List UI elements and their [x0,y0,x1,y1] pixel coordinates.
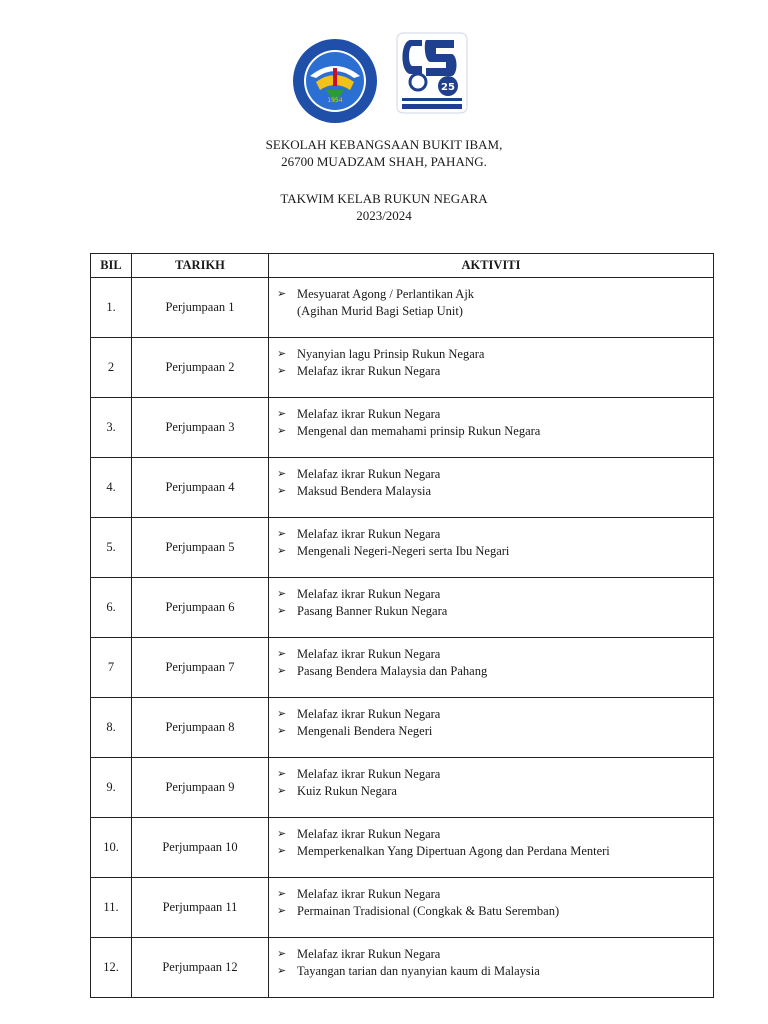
takwim-table [90,253,714,998]
arrow-bullet-icon: ➢ [277,647,287,660]
cell-bil: 3. [91,398,132,458]
arrow-bullet-icon: ➢ [277,843,287,857]
activity-item [277,603,707,620]
cell-aktiviti [269,758,714,818]
activity-item [277,543,707,560]
activity-text: Melafaz ikrar Rukun Negara [297,767,441,781]
activity-text: Melafaz ikrar Rukun Negara [297,527,441,541]
table-row [91,878,714,938]
arrow-bullet-icon: ➢ [277,707,287,720]
arrow-bullet-icon: ➢ [277,663,287,677]
table-header-row [91,254,714,278]
table-row [91,698,714,758]
cell-bil: 7 [91,638,132,698]
cell-tarikh: Perjumpaan 6 [132,578,269,638]
document-year: 2023/2024 [356,208,412,223]
document-title: TAKWIM KELAB RUKUN NEGARA [280,191,488,206]
arrow-bullet-icon: ➢ [277,587,287,600]
activity-item [277,706,707,723]
activity-text: Tayangan tarian dan nyanyian kaum di Malaysia [297,963,540,978]
arrow-bullet-icon: ➢ [277,483,287,497]
arrow-bullet-icon: ➢ [277,723,287,737]
activity-text: Nyanyian lagu Prinsip Rukun Negara [297,347,485,361]
cell-bil: 1. [91,278,132,338]
activity-text: Melafaz ikrar Rukun Negara [297,467,441,481]
activity-item [277,663,707,680]
cell-tarikh: Perjumpaan 9 [132,758,269,818]
cell-aktiviti [269,278,714,338]
activity-text: Mengenali Bendera Negeri [297,723,433,738]
activity-text: Mengenal dan memahami prinsip Rukun Negara [297,423,541,438]
activity-item [277,406,707,423]
cell-bil: 8. [91,698,132,758]
logos-area [0,32,768,118]
activity-text: Melafaz ikrar Rukun Negara [297,407,441,421]
cell-tarikh: Perjumpaan 12 [132,938,269,998]
activity-text: Melafaz ikrar Rukun Negara [297,827,441,841]
activity-note: (Agihan Murid Bagi Setiap Unit) [297,303,463,318]
cell-tarikh: Perjumpaan 5 [132,518,269,578]
activity-text: Pasang Banner Rukun Negara [297,603,448,618]
cell-aktiviti [269,698,714,758]
arrow-bullet-icon: ➢ [277,783,287,797]
cell-bil: 4. [91,458,132,518]
cell-bil: 2 [91,338,132,398]
cell-bil: 10. [91,818,132,878]
cell-tarikh: Perjumpaan 4 [132,458,269,518]
activity-item [277,363,707,380]
table-row [91,398,714,458]
activity-text: Pasang Bendera Malaysia dan Pahang [297,663,488,678]
cell-bil: 9. [91,758,132,818]
school-address: 26700 MUADZAM SHAH, PAHANG. [281,154,487,169]
header-aktiviti: AKTIVITI [269,254,714,278]
table-row [91,338,714,398]
arrow-bullet-icon: ➢ [277,467,287,480]
table-row [91,818,714,878]
cell-aktiviti [269,818,714,878]
cell-tarikh: Perjumpaan 8 [132,698,269,758]
cell-aktiviti [269,398,714,458]
arrow-bullet-icon: ➢ [277,827,287,840]
activity-item [277,286,707,303]
activity-text: Memperkenalkan Yang Dipertuan Agong dan Perdana Menteri [297,843,610,858]
cell-tarikh: Perjumpaan 3 [132,398,269,458]
arrow-bullet-icon: ➢ [277,963,287,977]
activity-text: Mesyuarat Agong / Perlantikan Ajk [297,287,475,301]
cell-aktiviti [269,578,714,638]
table-row [91,278,714,338]
activity-item [277,946,707,963]
activity-item [277,963,707,980]
table-row [91,458,714,518]
activity-text: Melafaz ikrar Rukun Negara [297,647,441,661]
document-header [0,136,768,224]
activity-item [277,886,707,903]
activity-item [277,646,707,663]
activity-item [277,826,707,843]
arrow-bullet-icon: ➢ [277,363,287,377]
cell-aktiviti [269,878,714,938]
activity-text: Melafaz ikrar Rukun Negara [297,587,441,601]
activity-text: Maksud Bendera Malaysia [297,483,431,498]
arrow-bullet-icon: ➢ [277,347,287,360]
activity-item [277,483,707,500]
cell-bil: 5. [91,518,132,578]
cell-aktiviti [269,938,714,998]
cell-aktiviti [269,638,714,698]
cell-bil: 11. [91,878,132,938]
arrow-bullet-icon: ➢ [277,423,287,437]
arrow-bullet-icon: ➢ [277,903,287,917]
svg-text:1954: 1954 [327,97,343,104]
arrow-bullet-icon: ➢ [277,543,287,557]
header-bil: BIL [91,254,132,278]
activity-text: Melafaz ikrar Rukun Negara [297,707,441,721]
activity-item [277,586,707,603]
table-row [91,578,714,638]
activity-item [277,843,707,860]
school-name: SEKOLAH KEBANGSAAN BUKIT IBAM, [265,137,503,152]
table-row [91,518,714,578]
cell-tarikh: Perjumpaan 10 [132,818,269,878]
arrow-bullet-icon: ➢ [277,887,287,900]
anniversary-badge-logo [396,32,468,114]
cell-bil: 12. [91,938,132,998]
arrow-bullet-icon: ➢ [277,603,287,617]
activity-text: Permainan Tradisional (Congkak & Batu Seremban) [297,903,560,918]
arrow-bullet-icon: ➢ [277,287,287,300]
activity-text: Melafaz ikrar Rukun Negara [297,947,441,961]
activity-item [277,783,707,800]
table-row [91,938,714,998]
activity-item [277,766,707,783]
activity-item [277,903,707,920]
table-row [91,638,714,698]
svg-text:25: 25 [441,82,455,93]
cell-aktiviti [269,338,714,398]
cell-aktiviti [269,518,714,578]
activity-item [277,466,707,483]
cell-bil: 6. [91,578,132,638]
arrow-bullet-icon: ➢ [277,527,287,540]
header-tarikh: TARIKH [132,254,269,278]
activity-item [277,723,707,740]
cell-aktiviti [269,458,714,518]
activity-text: Kuiz Rukun Negara [297,783,397,798]
arrow-bullet-icon: ➢ [277,947,287,960]
cell-tarikh: Perjumpaan 2 [132,338,269,398]
table-row [91,758,714,818]
school-crest-logo [292,38,378,124]
activity-text: Mengenali Negeri-Negeri serta Ibu Negari [297,543,510,558]
activity-text: Melafaz ikrar Rukun Negara [297,887,441,901]
cell-tarikh: Perjumpaan 7 [132,638,269,698]
arrow-bullet-icon: ➢ [277,407,287,420]
activity-item [277,346,707,363]
cell-tarikh: Perjumpaan 1 [132,278,269,338]
activity-item [277,526,707,543]
activity-item [277,423,707,440]
cell-tarikh: Perjumpaan 11 [132,878,269,938]
activity-text: Melafaz ikrar Rukun Negara [297,363,441,378]
arrow-bullet-icon: ➢ [277,767,287,780]
